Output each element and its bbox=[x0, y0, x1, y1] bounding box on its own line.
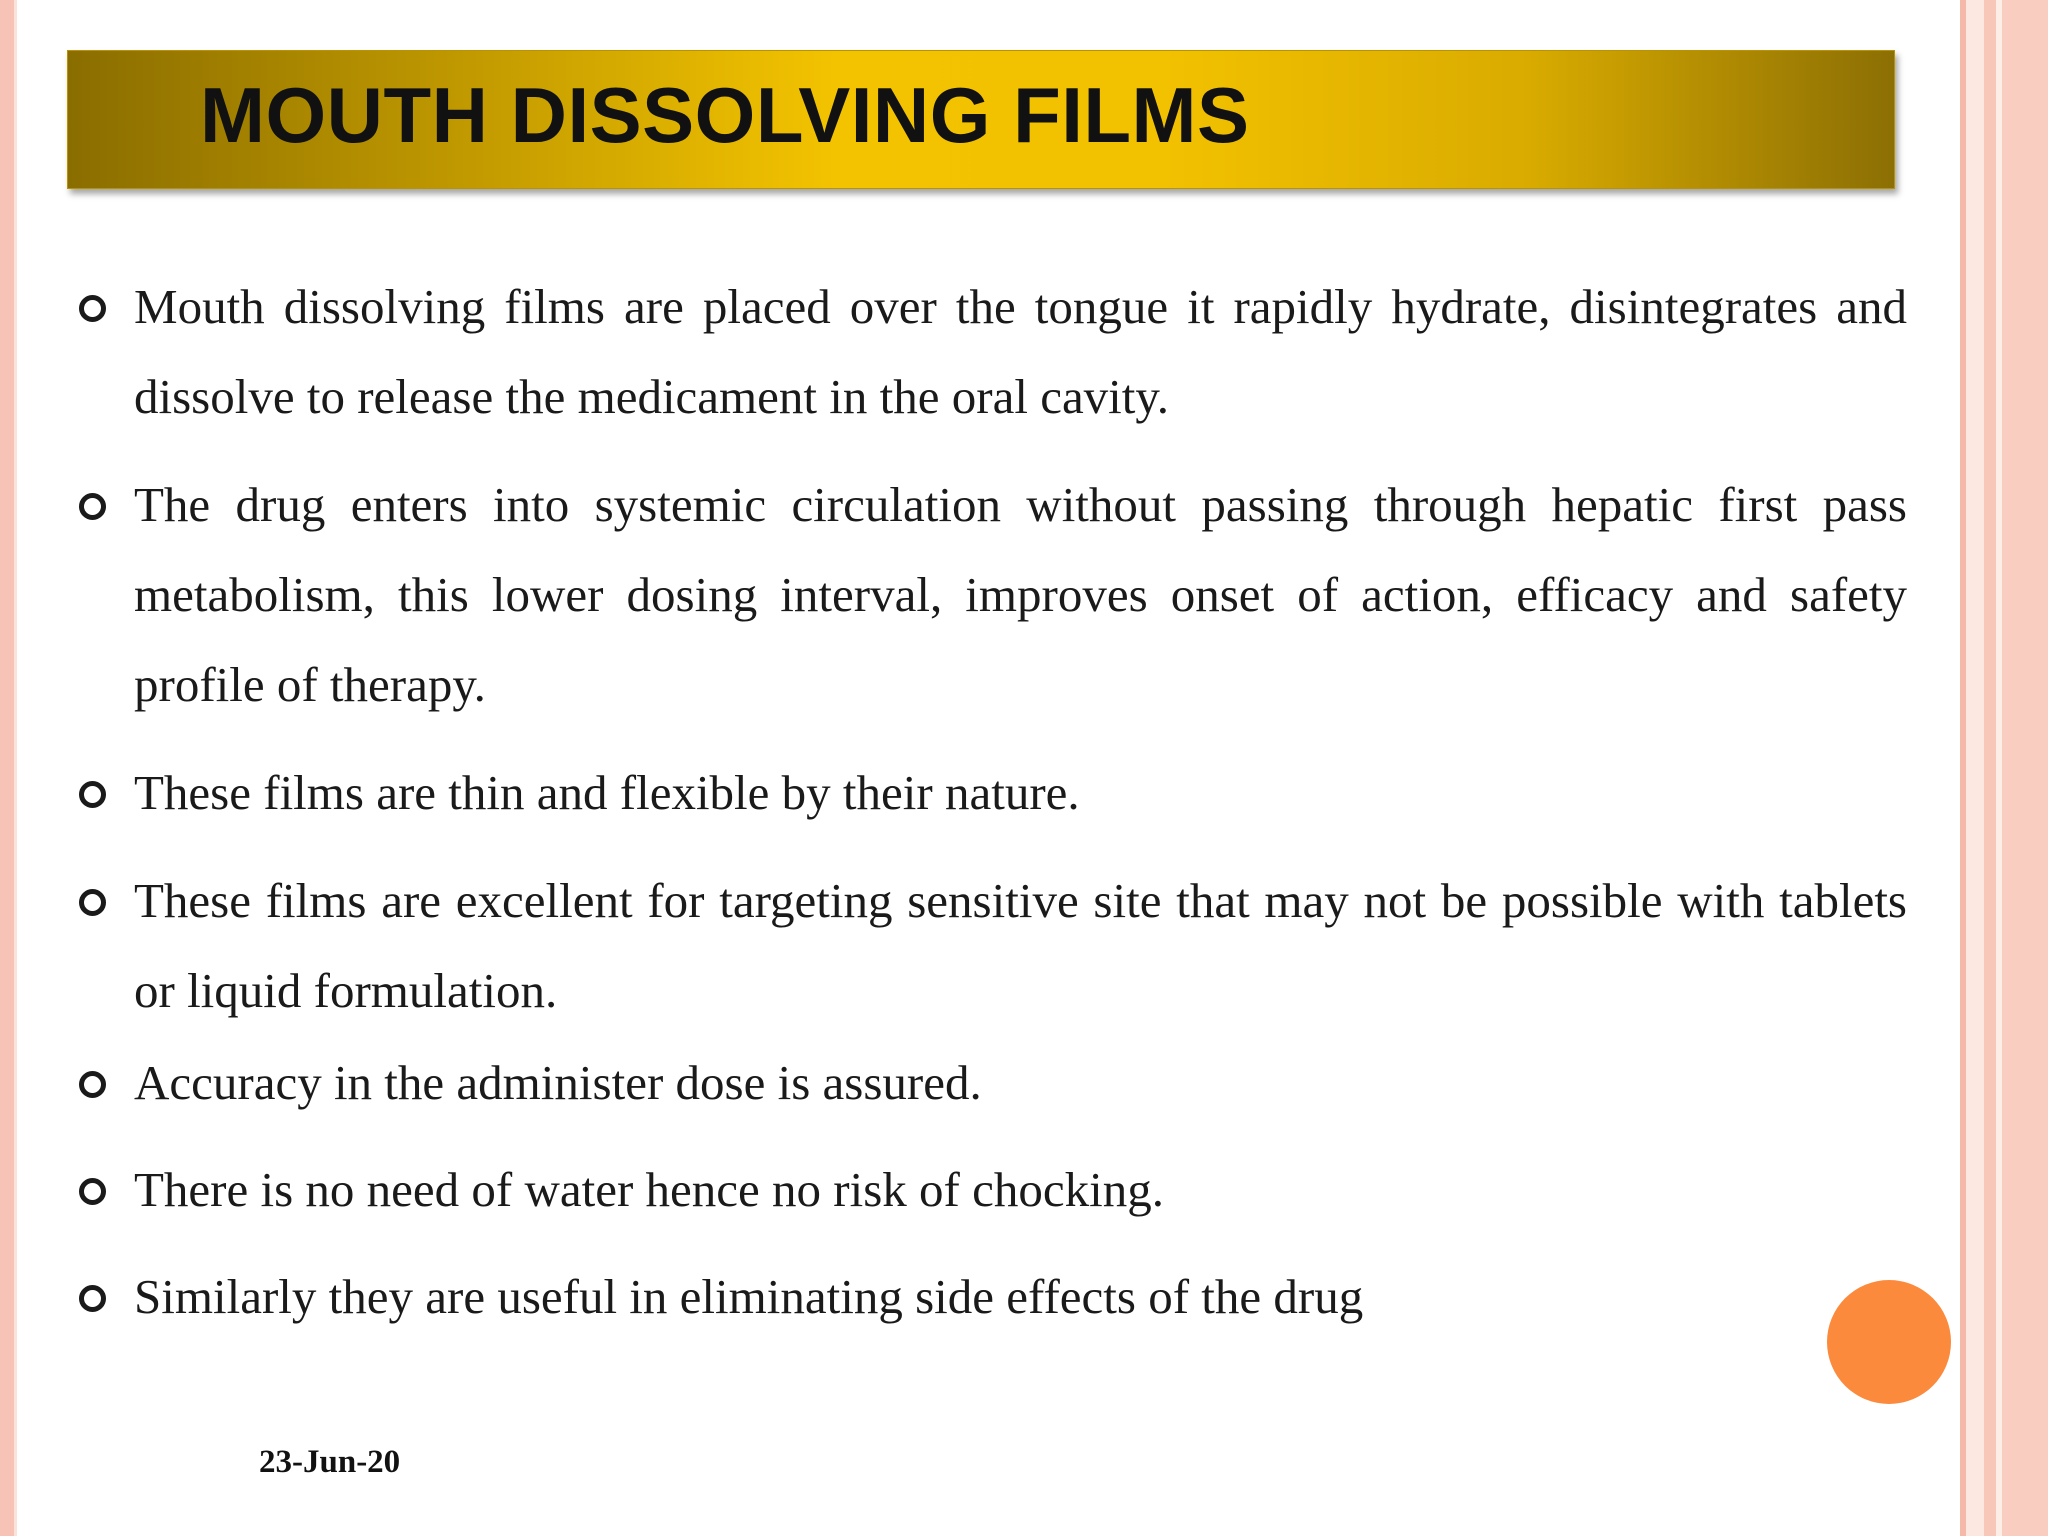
bullet-item bbox=[70, 262, 1907, 442]
bullet-circle-icon bbox=[79, 1071, 106, 1098]
bullet-circle-icon bbox=[79, 1285, 106, 1312]
orange-circle-decoration bbox=[1827, 1280, 1951, 1404]
slide-date: 23-Jun-20 bbox=[259, 1444, 401, 1480]
slide-title: MOUTH DISSOLVING FILMS bbox=[200, 71, 1250, 159]
bullet-circle-icon bbox=[79, 1178, 106, 1205]
right-stripe-decoration bbox=[2002, 0, 2048, 1536]
bullet-circle-icon bbox=[79, 889, 106, 916]
bullet-circle-icon bbox=[79, 781, 106, 808]
left-border-highlight bbox=[14, 0, 17, 1536]
bullet-list bbox=[70, 262, 1907, 1342]
bullet-text: These films are excellent for targeting sensitive site that may not be possible with tablets or liquid formulation. bbox=[134, 873, 1907, 1018]
bullet-text: Mouth dissolving films are placed over the tongue it rapidly hydrate, disintegrates and dissolve to release the medicament in the oral cavity. bbox=[134, 279, 1907, 424]
bullet-item bbox=[70, 1038, 1907, 1128]
bullet-text: The drug enters into systemic circulation without passing through hepatic first pass metabolism, this lower dosing interval, improves onset of action, efficacy and safety profile of therapy. bbox=[134, 477, 1907, 712]
right-stripe-decoration bbox=[1984, 0, 1996, 1536]
bullet-item bbox=[70, 460, 1907, 730]
bullet-text: Accuracy in the administer dose is assured. bbox=[134, 1055, 982, 1110]
bullet-text: These films are thin and flexible by their nature. bbox=[134, 765, 1080, 820]
bullet-item bbox=[70, 748, 1907, 838]
bullet-item bbox=[70, 856, 1907, 1036]
bullet-item bbox=[70, 1252, 1907, 1342]
title-bar bbox=[67, 50, 1895, 189]
bullet-circle-icon bbox=[79, 493, 106, 520]
bullet-text: There is no need of water hence no risk of chocking. bbox=[134, 1162, 1164, 1217]
bullet-text: Similarly they are useful in eliminating side effects of the drug bbox=[134, 1269, 1364, 1324]
bullet-circle-icon bbox=[79, 295, 106, 322]
bullet-item bbox=[70, 1145, 1907, 1235]
right-stripe-decoration bbox=[1966, 0, 1984, 1536]
left-border-decoration bbox=[0, 0, 14, 1536]
